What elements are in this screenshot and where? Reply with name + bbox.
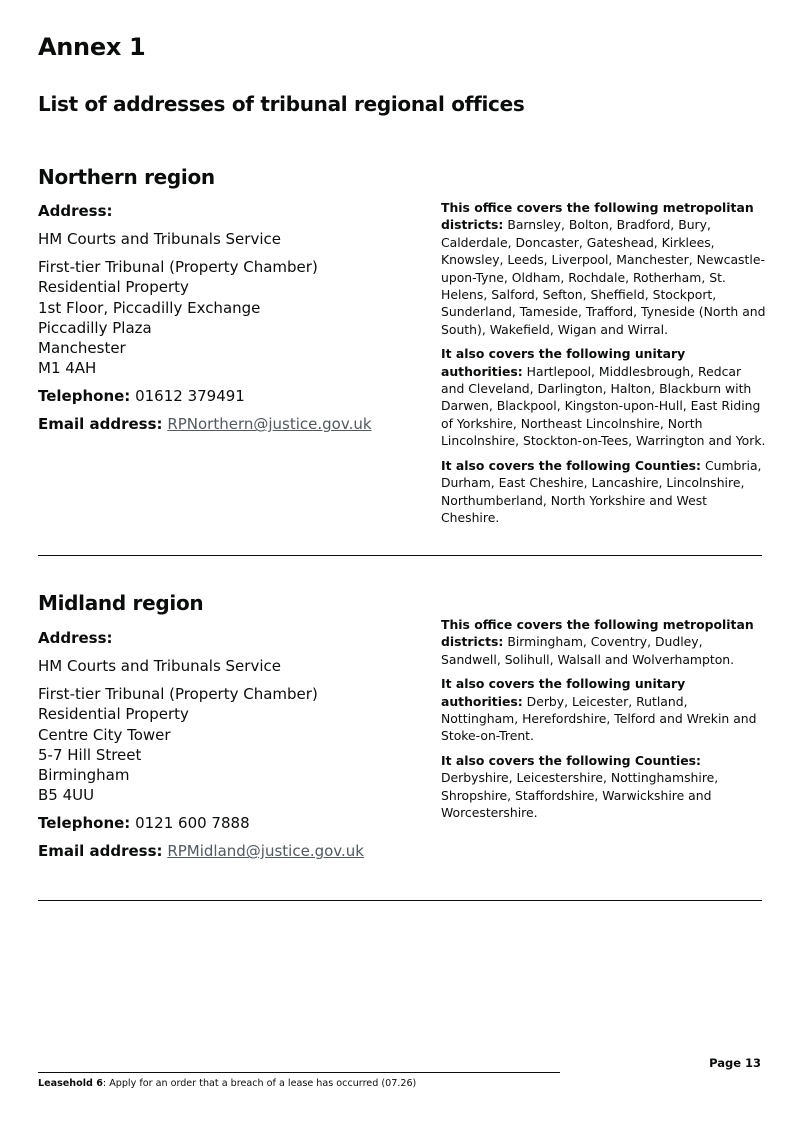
address-line: Manchester (38, 339, 126, 358)
telephone (38, 813, 418, 833)
footer-doc-name: Leasehold 6 (38, 1078, 103, 1089)
telephone-label: Telephone: (38, 814, 131, 833)
coverage-text: Hartlepool, Middlesbrough, Redcar and Cleveland, Darlington, Halton, Blackburn with Darwen, Blackpool, Kingston-upon-Hull, East Riding of Yorkshire, Northeast Lincolnshire, North Lincolnshire, Stockton-on-Tees, Warrington and York. (441, 363, 766, 449)
email (38, 841, 418, 861)
region-title: Midland region (38, 591, 204, 615)
telephone (38, 386, 418, 406)
address-label: Address: (38, 629, 113, 647)
address-line: Centre City Tower (38, 725, 171, 744)
coverage-label: This office covers the following metropolitan districts: (441, 617, 754, 650)
page-number: Page 13 (709, 1056, 761, 1070)
address-line: Residential Property (38, 278, 189, 297)
address-line: 1st Floor, Piccadilly Exchange (38, 298, 261, 317)
coverage-text: Barnsley, Bolton, Bradford, Bury, Calderdale, Doncaster, Gateshead, Kirklees, Knowsley, Leeds, Liverpool, Manchester, Newcastle-upon-Tyne, Oldham, Rochdale, Rotherham, St. Helens, Salford, Sefton, Sheffield, Stockport, Sunderland, Tameside, Trafford, Tyneside (North and South), Wakefield, Wigan and Wirral. (441, 217, 766, 337)
coverage-text: Cumbria, Durham, East Cheshire, Lancashire, Lincolnshire, Northumberland, North Yorkshire and West Cheshire. (441, 457, 762, 525)
service-name: HM Courts and Tribunals Service (38, 230, 281, 248)
coverage-label: This office covers the following metropolitan districts: (441, 200, 754, 233)
list-title: List of addresses of tribunal regional offices (38, 92, 525, 116)
coverage-counties (441, 752, 766, 822)
coverage-text: Derby, Leicester, Rutland, Nottingham, Herefordshire, Telford and Wrekin and Stoke-on-Trent. (441, 693, 757, 744)
email-link[interactable]: RPNorthern@justice.gov.uk (167, 415, 372, 434)
telephone-number: 0121 600 7888 (135, 814, 250, 833)
address-line: First-tier Tribunal (Property Chamber) (38, 258, 318, 277)
coverage-block (441, 199, 766, 533)
section-divider (38, 900, 762, 901)
email-label: Email address: (38, 415, 163, 434)
email-link[interactable]: RPMidland@justice.gov.uk (167, 842, 364, 861)
annex-title: Annex 1 (38, 33, 146, 61)
coverage-metropolitan (441, 199, 766, 338)
coverage-label: It also covers the following Counties: (441, 752, 702, 768)
address-line: B5 4UU (38, 786, 95, 805)
address-line: Piccadilly Plaza (38, 318, 152, 337)
section-divider (38, 555, 762, 556)
coverage-text: Birmingham, Coventry, Dudley, Sandwell, Solihull, Walsall and Wolverhampton. (441, 634, 735, 667)
coverage-unitary (441, 675, 766, 745)
coverage-label: It also covers the following unitary authorities: (441, 346, 686, 379)
coverage-text: Derbyshire, Leicestershire, Nottinghamshire, Shropshire, Staffordshire, Warwickshire and Worcestershire. (441, 770, 719, 821)
email (38, 414, 418, 434)
email-label: Email address: (38, 842, 163, 861)
telephone-number: 01612 379491 (135, 387, 245, 406)
footer-text (38, 1078, 416, 1089)
address-label: Address: (38, 202, 113, 220)
coverage-metropolitan (441, 616, 766, 668)
coverage-unitary (441, 345, 766, 449)
address-block (38, 629, 418, 869)
service-name: HM Courts and Tribunals Service (38, 657, 281, 675)
postal-address (38, 684, 418, 805)
coverage-label: It also covers the following Counties: (441, 457, 702, 473)
address-line: M1 4AH (38, 359, 97, 378)
footer-divider (38, 1072, 560, 1073)
coverage-label: It also covers the following unitary authorities: (441, 676, 686, 709)
address-line: Residential Property (38, 705, 189, 724)
address-line: Birmingham (38, 766, 130, 785)
postal-address (38, 257, 418, 378)
coverage-block (441, 616, 766, 828)
footer-doc-desc: : Apply for an order that a breach of a lease has occurred (07.26) (102, 1078, 417, 1089)
telephone-label: Telephone: (38, 387, 131, 406)
address-block (38, 202, 418, 442)
address-line: 5-7 Hill Street (38, 745, 142, 764)
region-title: Northern region (38, 165, 215, 189)
coverage-counties (441, 457, 766, 527)
address-line: First-tier Tribunal (Property Chamber) (38, 685, 318, 704)
